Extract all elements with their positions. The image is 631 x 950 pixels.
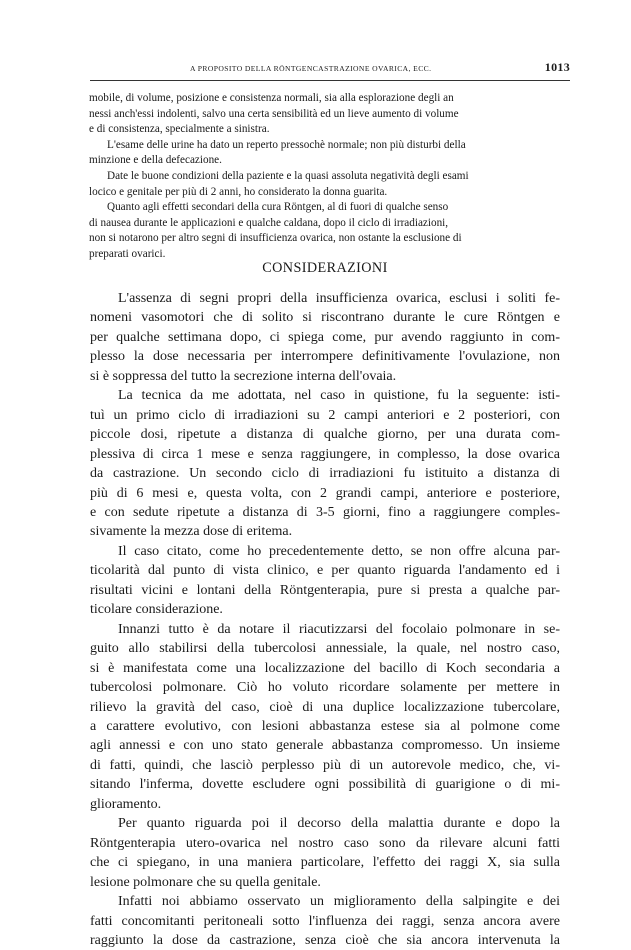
- text-line: plesso la dose necessaria per interrompere definitivamente l'ovulazione, non: [90, 349, 560, 365]
- text-line: tubercolosi polmonare. Ciò ho voluto ricordare solamente per mettere in: [90, 680, 560, 696]
- header-rule: [90, 80, 570, 81]
- considerations-text: [90, 289, 560, 950]
- text-line: di fatti, quindi, che lasciò perplesso più di un autorevole medico, che, vi-: [90, 757, 560, 773]
- text-line: minzione e della defecazione.: [89, 154, 222, 167]
- text-line: L'assenza di segni propri della insufficienza ovarica, esclusi i soliti fe-: [118, 291, 560, 306]
- text-line: tuì un primo ciclo di irradiazioni su 2 campi anteriori e 2 posteriori, con: [90, 407, 560, 423]
- text-line: guito allo stabilirsi della tubercolosi annessiale, la quale, nel nostro caso,: [90, 641, 560, 657]
- text-line: rilievo la gravità del caso, cioè di una duplice localizzazione tubercolare,: [90, 699, 560, 715]
- text-line: piccole dosi, ripetute a distanza di qualche giorno, per una durata com-: [90, 427, 560, 443]
- text-line: sivamente la mezza dose di eritema.: [90, 524, 293, 540]
- text-line: L'esame delle urine ha dato un reperto pressochè normale; non più disturbi della: [107, 138, 466, 151]
- text-line: La tecnica da me adottata, nel caso in quistione, fu la seguente: isti-: [118, 388, 560, 404]
- running-title: A PROPOSITO DELLA RÖNTGENCASTRAZIONE OVARICA, ECC.: [190, 64, 432, 73]
- text-line: si è soppressa del tutto la secrezione interna dell'ovaia.: [90, 368, 397, 384]
- text-line: nessi anch'essi indolenti, salvo una certa sensibilità ed un lieve aumento di volume: [89, 107, 459, 120]
- text-line: fatti concomitanti peritoneali sotto l'influenza dei raggi, senza ancora avere: [90, 913, 560, 929]
- text-line: Il caso citato, come ho precedentemente detto, se non offre alcuna par-: [118, 543, 560, 559]
- text-line: lesione polmonare che su quella genitale.: [90, 874, 321, 890]
- text-line: glioramento.: [90, 796, 162, 812]
- text-line: ticolare considerazione.: [90, 602, 223, 618]
- text-line: da castrazione. Un secondo ciclo di irradiazioni fu istituito a distanza di: [90, 466, 560, 482]
- text-line: che ci spiegano, in una maniera particolare, l'effetto dei raggi X, sia sulla: [90, 855, 560, 871]
- text-line: agli annessi e con uno stato generale abbastanza compromesso. Un insieme: [90, 738, 560, 754]
- text-line: risultati vicini e lontani della Röntgenterapia, pure si presta a qualche par-: [90, 582, 560, 598]
- text-line: raggiunto la dose da castrazione, senza cioè che sia ancora intervenuta la: [90, 932, 560, 948]
- text-line: e con sedute ripetute a distanza di 3-5 giorni, fino a raggiungere comples-: [90, 504, 560, 520]
- text-line: a carattere evolutivo, con lesioni abbastanza estese sia al polmone come: [90, 718, 560, 734]
- text-line: locico e genitale per più di 2 anni, ho considerato la donna guarita.: [89, 185, 388, 198]
- text-line: Infatti noi abbiamo osservato un miglioramento della salpingite e dei: [118, 894, 560, 910]
- text-line: preparati ovarici.: [89, 247, 166, 260]
- text-line: ticolarità dal punto di vista clinico, e per quanto riguarda l'andamento ed i: [90, 563, 560, 579]
- case-report-notes: [89, 91, 559, 263]
- text-line: Röntgenterapia utero-ovarica nel nostro caso sono da rilevare alcuni fatti: [90, 835, 560, 851]
- text-line: e di consistenza, specialmente a sinistra.: [89, 123, 270, 136]
- text-line: mobile, di volume, posizione e consistenza normali, sia alla esplorazione degli an: [89, 92, 454, 104]
- section-heading: CONSIDERAZIONI: [262, 260, 388, 276]
- text-line: Quanto agli effetti secondari della cura Röntgen, al di fuori di qualche senso: [107, 201, 449, 214]
- text-line: più di 6 mesi e, questa volta, con 2 grandi campi, anteriore e posteriore,: [90, 485, 560, 501]
- text-line: non si notarono per altro segni di insufficienza ovarica, non ostante la esclusione di: [89, 232, 462, 245]
- text-line: plessiva di circa 1 mese e senza raggiungere, in complesso, la dose ovarica: [90, 446, 560, 462]
- text-line: nomeni vasomotori che di solito si riscontrano durante le cure Röntgen e: [90, 310, 560, 326]
- running-header: [90, 60, 570, 76]
- page-number: 1013: [544, 60, 570, 74]
- text-line: per qualche settimana dopo, ci spiega come, pur avendo raggiunto in com-: [90, 329, 560, 345]
- text-line: sitando l'inferma, dovette escludere ogni possibilità di guarigione o di mi-: [90, 777, 560, 793]
- text-line: Date le buone condizioni della paziente e la quasi assoluta negatività degli esami: [107, 169, 469, 182]
- text-line: si è manifestata come una localizzazione del bacillo di Koch secondaria a: [90, 660, 560, 676]
- text-line: Per quanto riguarda poi il decorso della malattia durante e dopo la: [118, 816, 560, 832]
- text-line: Innanzi tutto è da notare il riacutizzarsi del focolaio polmonare in se-: [118, 621, 560, 637]
- text-line: di nausea durante le applicazioni e qualche caldana, dopo il ciclo di irradiazioni,: [89, 216, 449, 229]
